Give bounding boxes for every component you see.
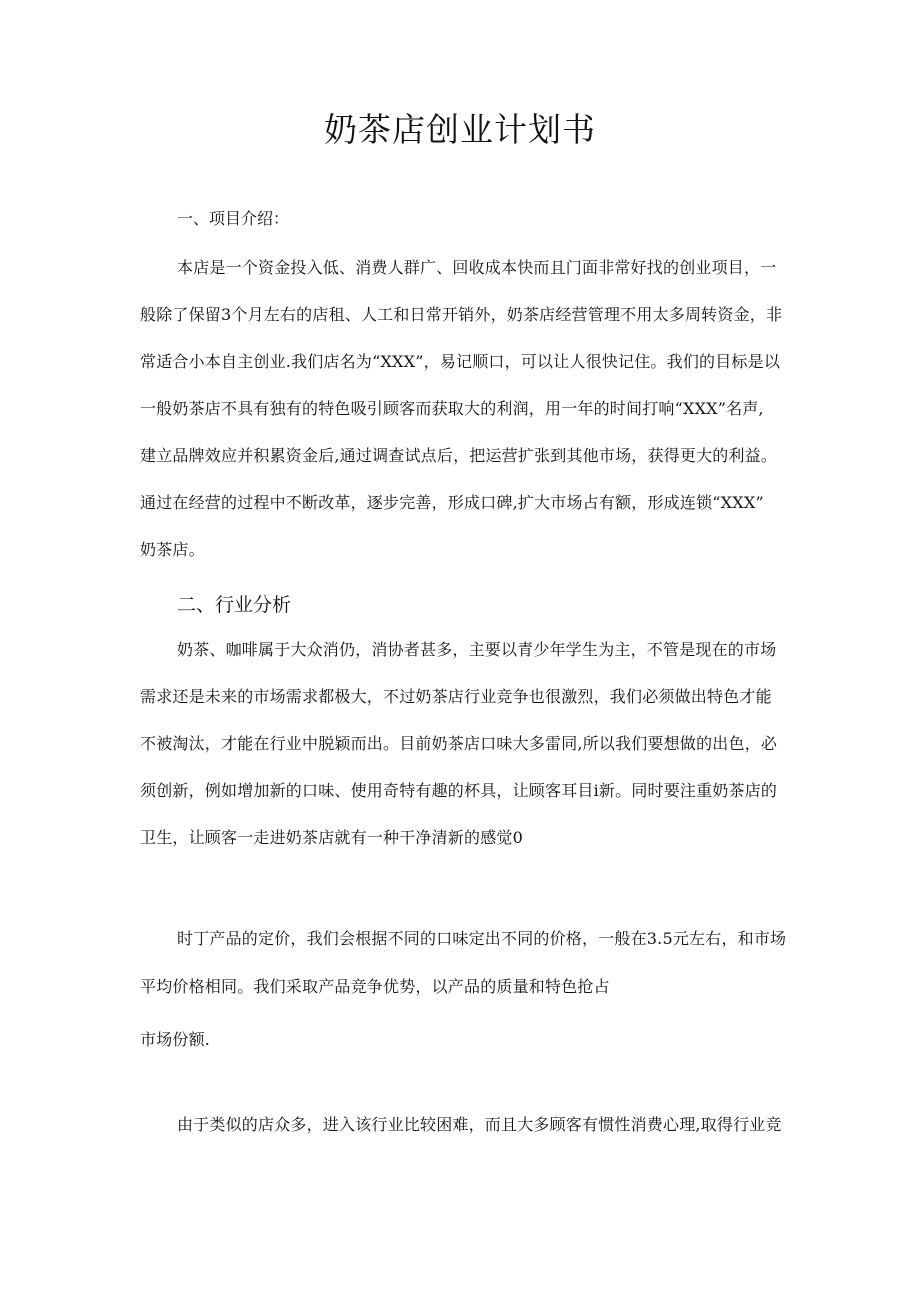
text-line: 平均价格相同。我们采取产品竞争优势，以产品的质量和特色抢占 [140, 977, 610, 996]
text-line: 般除了保留3个月左右的店租、人工和日常开销外，奶茶店经营管理不用太多周转资金，非 [140, 305, 783, 324]
text-line: 奶茶店。 [140, 540, 205, 559]
text-line: 时丁产品的定价，我们会根据不同的口味定出不同的价格，一般在3.5元左右，和市场 [177, 929, 787, 948]
section-heading-project-intro: 一、项目介绍： [177, 209, 290, 228]
text-line: 奶茶、咖啡属于大众消仍，消协者甚多，主要以青少年学生为主，不管是现在的市场 [177, 640, 777, 659]
paragraph-project-intro [140, 244, 812, 573]
text-line: 常适合小本自主创业.我们店名为“XXX”，易记顺口，可以让人很快记住。我们的目标是以 [140, 352, 781, 371]
text-line: 建立品牌效应并积累资金后,通过调查试点后，把运营扩张到其他市场，获得更大的利益。 [140, 446, 778, 465]
text-line: 一般奶茶店不具有独有的特色吸引顾客而获取大的利润，用一年的时间打响“XXX”名声, [140, 399, 764, 418]
paragraph-industry-analysis [140, 626, 812, 861]
text-line: 卫生，让顾客一走进奶茶店就有一种干净清新的感觉0 [140, 828, 523, 847]
paragraph-competition [140, 1101, 812, 1148]
paragraph-pricing [140, 915, 812, 1011]
text-line: 通过在经营的过程中不断改革，逐步完善，形成口碑,扩大市场占有额，形成连锁“XXX” [140, 493, 764, 512]
document-title: 奶茶店创业计划书 [324, 110, 596, 149]
text-line: 须创新，例如增加新的口味、使用奇特有趣的杯具，让顾客耳目i新。同时要注重奶茶店的 [140, 781, 778, 800]
text-line: 由于类似的店众多，进入该行业比较困难，而且大多顾客有惯性消费心理,取得行业竞 [177, 1115, 782, 1134]
text-line: 本店是一个资金投入低、消费人群广、回收成本快而且门面非常好找的创业项目，一 [177, 258, 777, 277]
text-line: 市场份额. [140, 1030, 211, 1049]
text-line: 不被淘汰，才能在行业中脱颖而出。目前奶茶店口味大多雷同,所以我们要想做的出色，必 [140, 734, 778, 753]
paragraph-pricing-tail [140, 1016, 812, 1063]
section-heading-industry-analysis: 二、行业分析 [177, 594, 292, 616]
text-line: 需求还是未来的市场需求都极大，不过奶茶店行业竞争也很激烈，我们必须做出特色才能 [140, 687, 772, 706]
